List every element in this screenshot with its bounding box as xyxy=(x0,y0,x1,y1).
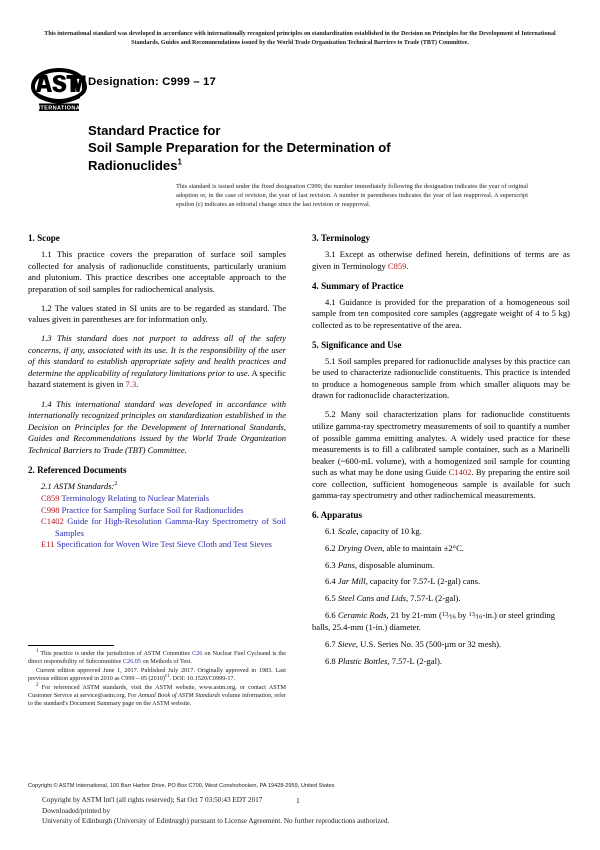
apparatus-term: Ceramic Rods xyxy=(337,609,387,620)
apparatus-term: Drying Oven xyxy=(337,542,383,553)
para-3-1 xyxy=(312,249,570,272)
para-1-3-tail: A specific hazard statement is given in xyxy=(28,367,286,390)
apparatus-number: 6.6 xyxy=(325,609,336,620)
para-3-1-pre: 3.1 Except as otherwise defined herein, definitions of terms are as given in Terminology xyxy=(312,249,570,271)
apparatus-term: Scale xyxy=(337,526,357,537)
footnote-divider xyxy=(28,645,114,646)
footnote-edition-post: . DOI: 10.1520/C0999-17. xyxy=(169,675,236,683)
heading-referenced-documents: 2. Referenced Documents xyxy=(28,464,127,475)
title-line-3 xyxy=(88,157,538,174)
footnote-1-marker: 1 xyxy=(36,648,39,654)
page-number: 1 xyxy=(296,796,300,805)
footnote-2 xyxy=(28,684,286,709)
reference-item[interactable] xyxy=(28,539,286,550)
footnote-edition-epsilon: ε1 xyxy=(164,674,170,680)
para-1-4: 1.4 This international standard was developed in accordance with internationally recognized principles on standardization established in the Decision on Principles for the Development of International Standards, Guides and Recommendations issued by the World Trade Organization Technical Barriers to Trade (TBT) Committee. xyxy=(28,398,286,455)
left-column xyxy=(28,232,286,550)
apparatus-desc: , capacity of 10 kg. xyxy=(356,526,422,537)
title-line-2: Soil Sample Preparation for the Determination of xyxy=(88,140,391,156)
right-column xyxy=(312,232,570,672)
para-5-1: 5.1 Soil samples prepared for radionuclide analyses by this practice can be used to characterize radionuclide constituents. This practice is intended to produce a homogeneous sample from which smaller aliquots may be drawn for radionuclide characterization. xyxy=(312,355,570,401)
reference-number[interactable]: C998 xyxy=(41,504,60,515)
reference-title[interactable]: Terminology Relating to Nuclear Materials xyxy=(61,493,210,504)
tbt-notice: This international standard was developed in accordance with internationally recognized principles on standardization established in the Decision on Principles for the Development of International Standards, Guides and Recommendations issued by the World Trade Organization Technical Barriers to Trade (TBT) Committee. xyxy=(44,31,556,47)
footnote-1-pre: This practice is under the jurisdiction of ASTM Committee xyxy=(38,650,193,657)
apparatus-item: 6.6 Ceramic Rods, 21 by 21-mm ($^{13}⁄_{16}$ by $^{13}⁄_{16}-in$.) or steel grinding balls, 25.4-mm (1-in.) diameter. xyxy=(312,609,556,633)
apparatus-term: Jar Mill xyxy=(337,576,366,587)
para-1-1: 1.1 This practice covers the preparation of surface soil samples collected for analysis of radionuclide constituents, particularly uranium and plutonium. This practice describes one acceptable approach to the preparation of soil samples for radiochemical analysis. xyxy=(28,249,286,294)
link-committee-c26[interactable]: C26 xyxy=(192,650,203,657)
footnotes xyxy=(28,650,286,709)
apparatus-item xyxy=(312,656,570,668)
apparatus-term: Sieve xyxy=(337,638,356,649)
link-section-7-3[interactable]: 7.3 xyxy=(125,379,137,390)
para-1-2: 1.2 The values stated in SI units are to be regarded as standard. The values given in parentheses are for information only. xyxy=(28,302,286,325)
reference-item[interactable] xyxy=(28,516,286,539)
apparatus-item xyxy=(312,593,570,605)
footnote-2-marker: 2 xyxy=(36,682,39,688)
download-line-3: University of Edinburgh (University of Edinburgh) pursuant to License Agreement. No further reproductions authorized. xyxy=(42,817,390,826)
heading-scope: 1. Scope xyxy=(28,233,60,243)
para-3-1-post: . xyxy=(406,260,409,271)
apparatus-item xyxy=(312,639,570,651)
apparatus-item xyxy=(312,526,570,538)
page-title xyxy=(88,122,538,174)
astm-logo xyxy=(28,66,90,112)
apparatus-number: 6.7 xyxy=(325,638,336,649)
footnote-2-post: volume information, refer to the standard's Document Summary page on the ASTM website. xyxy=(28,692,287,708)
reference-item[interactable] xyxy=(28,505,286,516)
para-5-2 xyxy=(312,409,570,501)
reference-title[interactable]: Practice for Sampling Surface Soil for Radionuclides xyxy=(61,504,244,515)
heading-apparatus: 6. Apparatus xyxy=(312,510,363,521)
heading-summary-of-practice: 4. Summary of Practice xyxy=(312,280,404,291)
link-c859[interactable]: C859 xyxy=(387,260,407,271)
reference-item[interactable] xyxy=(28,493,286,504)
reference-number[interactable]: C1402 xyxy=(41,516,64,527)
copyright-notice: Copyright © ASTM International, 100 Barr Harbor Drive, PO Box C700, West Conshohocken, PA 19428-2959, United States xyxy=(28,783,335,789)
apparatus-item xyxy=(312,560,570,572)
footnote-1 xyxy=(28,650,286,667)
footnote-2-italic: Annual Book of ASTM Standards xyxy=(137,692,221,700)
footnote-2-pre: For referenced ASTM standards, visit the ASTM website, www.astm.org, or contact ASTM Customer Service at service@astm.org. For xyxy=(28,683,286,700)
apparatus-desc: , capacity for 7.57-L (2-gal) cans. xyxy=(365,576,481,587)
apparatus-desc: , able to maintain ±2°C. xyxy=(382,542,464,553)
astm-logo-icon xyxy=(28,66,90,112)
apparatus-number: 6.1 xyxy=(325,526,336,537)
reference-number[interactable]: E11 xyxy=(41,538,55,549)
heading-significance-and-use: 5. Significance and Use xyxy=(312,339,402,350)
para-1-3-italic: 1.3 This standard does not purport to address all of the safety concerns, if any, associated with its use. It is the responsibility of the user of this standard to establish appropriate safety and health practices and determine the applicability of regulatory limitations prior to use. xyxy=(28,333,286,378)
para-5-2-post: . By preparing the entire soil core collection, sufficient homogeneous sample is available for such gamma-ray spectrometry and other radiochemical measurements. xyxy=(312,467,570,501)
reference-title[interactable]: Specification for Woven Wire Test Sieve Cloth and Test Sieves xyxy=(56,538,272,549)
apparatus-term: Pans xyxy=(337,559,355,570)
apparatus-number: 6.4 xyxy=(325,576,336,587)
download-line-2: Downloaded/printed by xyxy=(42,806,111,815)
apparatus-desc: , 7.57-L (2-gal). xyxy=(387,655,442,666)
apparatus-number: 6.8 xyxy=(325,655,336,666)
designation: Designation: C999 – 17 xyxy=(88,76,217,88)
apparatus-number: 6.2 xyxy=(325,542,336,553)
download-line-1: Copyright by ASTM Int'l (all rights reserved); Sat Oct 7 03:50:43 EDT 2017 xyxy=(42,796,263,804)
apparatus-term: Steel Cans and Lids xyxy=(337,593,406,604)
reference-number[interactable]: C859 xyxy=(41,493,60,504)
reference-title[interactable]: Guide for High-Resolution Gamma-Ray Spectrometry of Soil Samples xyxy=(55,516,287,538)
referenced-standards-subheading xyxy=(28,481,286,493)
referenced-standards-subheading-text: 2.1 ASTM Standards: xyxy=(41,480,115,491)
title-line-1: Standard Practice for xyxy=(88,123,221,138)
apparatus-desc: , 7.57-L (2-gal). xyxy=(405,593,461,604)
para-1-3 xyxy=(28,333,286,391)
apparatus-desc: , U.S. Series No. 35 (500-µm or 32 mesh). xyxy=(355,638,502,649)
title-footnote-marker: 1 xyxy=(177,157,182,167)
footnote-edition-info xyxy=(28,667,286,684)
download-info xyxy=(42,795,542,827)
apparatus-number: 6.5 xyxy=(325,593,336,604)
footnote-edition-pre: Current edition approved June 1, 2017. Published July 2017. Originally approved in 1983. Last previous edition approved in 2010 as C999 – 05 (2010) xyxy=(28,666,286,683)
title-line-3-text: Radionuclides xyxy=(88,157,178,173)
apparatus-item xyxy=(312,576,570,588)
referenced-standards-footnote-marker: 2 xyxy=(114,480,118,487)
apparatus-number: 6.3 xyxy=(325,559,336,570)
apparatus-term: Plastic Bottles xyxy=(337,655,388,666)
link-c1402[interactable]: C1402 xyxy=(448,467,472,478)
astm-logo-wordmark: INTERNATIONAL xyxy=(34,105,84,112)
heading-terminology: 3. Terminology xyxy=(312,233,371,243)
footnote-1-mid: on Nuclear Fuel Cycleand is the direct responsibility of Subcommittee xyxy=(28,650,286,666)
para-5-2-pre: 5.2 Many soil characterization plans for radionuclide constituents utilize gamma-ray spectrometry measurements of soil to quantify a number of possible gamma emitting analytes. A widely used practice for these measurements is to fill a calibrated sample container, such as a Marinelli beaker (~600-mL volume), with a homogenized soil sample for counting such as what may be done using Guide xyxy=(312,409,570,478)
footnote-1-post: on Methods of Test. xyxy=(140,658,192,666)
para-4-1: 4.1 Guidance is provided for the preparation of a homogeneous soil sample from ten composited core samples (aggregate weight of 4 to 5 kg) collected as to be representative of the area. xyxy=(312,296,570,330)
para-1-3-end: . xyxy=(136,379,139,390)
link-subcommittee-c26-05[interactable]: C26.05 xyxy=(122,658,141,666)
standard-issue-note: This standard is issued under the fixed designation C999; the number immediately following the designation indicates the year of original adoption or, in the case of revision, the year of last revision. A number in parentheses indicates the year of last reapproval. A superscript epsilon (ε) indicates an editorial change since the last revision or reapproval. xyxy=(176,183,528,208)
apparatus-item xyxy=(312,543,570,555)
apparatus-desc: , disposable aluminum. xyxy=(354,559,435,570)
